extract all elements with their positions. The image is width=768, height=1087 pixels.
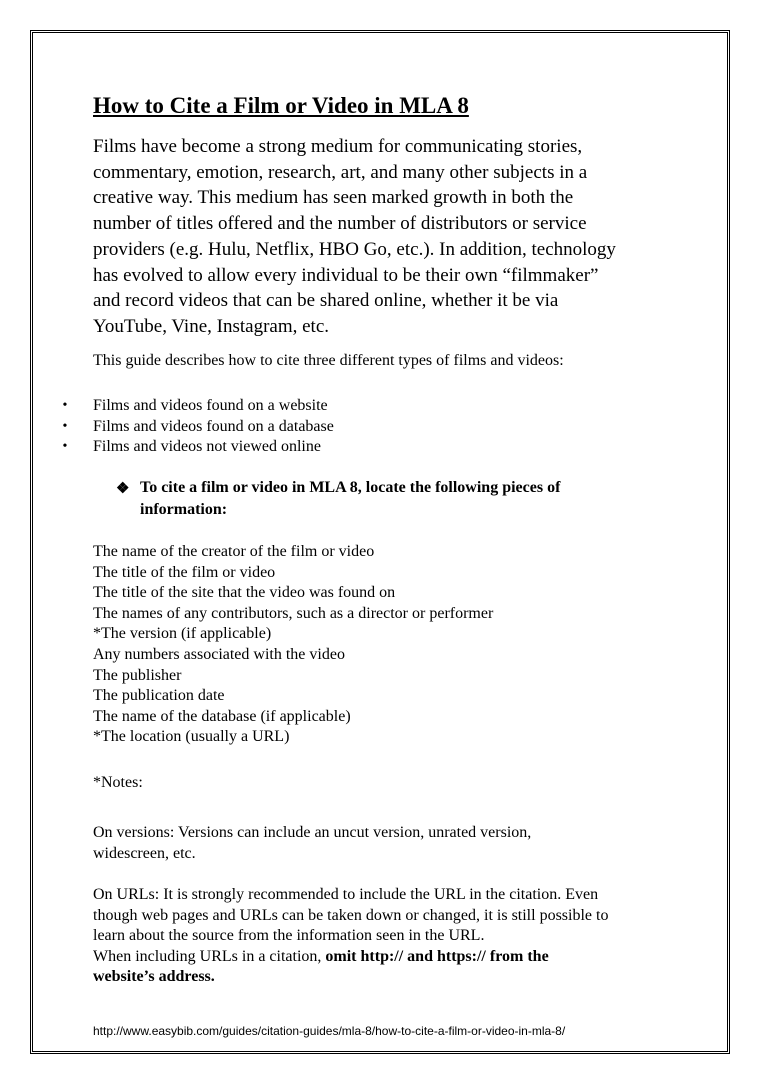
list-item: The title of the film or video <box>93 563 276 581</box>
page-title: How to Cite a Film or Video in MLA 8 <box>93 93 469 118</box>
list-item: *The version (if applicable) <box>93 625 272 643</box>
intro-line: and record videos that can be shared online, whether it be via <box>93 290 559 312</box>
intro-line: creative way. This medium has seen marked growth in both the <box>93 187 574 209</box>
bullet-icon: • <box>62 439 68 454</box>
list-item: The name of the database (if applicable) <box>93 707 351 725</box>
list-item: The publication date <box>93 687 225 705</box>
intro-line: has evolved to allow every individual to be their own “filmmaker” <box>93 264 599 286</box>
list-item: Any numbers associated with the video <box>93 645 345 663</box>
note-line <box>93 967 608 988</box>
list-item <box>58 417 334 438</box>
list-item-text: Films and videos found on a website <box>93 397 328 414</box>
note-line: widescreen, etc. <box>93 844 196 862</box>
bullet-icon: • <box>62 418 68 434</box>
callout-line: information: <box>140 501 228 518</box>
bullet-icon: • <box>62 398 68 413</box>
intro-line: YouTube, Vine, Instagram, etc. <box>93 315 330 337</box>
tip-bold: omit http:// and https:// from the <box>325 947 549 965</box>
note-line: learn about the source from the information seen in the URL. <box>93 927 485 945</box>
callout-line: To cite a film or video in MLA 8, locate the following pieces of <box>140 479 561 496</box>
intro-paragraph <box>93 134 663 340</box>
tip-bold: website’s address. <box>93 968 215 986</box>
list-item: The title of the site that the video was found on <box>93 584 396 602</box>
list-item: The name of the creator of the film or video <box>93 543 375 560</box>
guide-description: This guide describes how to cite three different types of films and videos: <box>93 352 564 369</box>
list-item: The names of any contributors, such as a director or performer <box>93 604 494 622</box>
list-item <box>58 396 334 417</box>
list-item <box>58 437 334 458</box>
list-item: The publisher <box>93 666 182 684</box>
diamond-bullet-icon: ❖ <box>116 481 130 497</box>
intro-line: Films have become a strong medium for communicating stories, <box>93 136 583 157</box>
list-item: *The location (usually a URL) <box>93 728 290 746</box>
tip-prefix: When including URLs in a citation, <box>93 947 326 965</box>
urls-note <box>93 885 608 988</box>
intro-line: commentary, emotion, research, art, and many other subjects in a <box>93 161 588 183</box>
note-line: On versions: Versions can include an uncut version, unrated version, <box>93 824 532 841</box>
versions-note <box>93 823 531 864</box>
note-line: though web pages and URLs can be taken down or changed, it is still possible to <box>93 906 609 924</box>
intro-line: providers (e.g. Hulu, Netflix, HBO Go, etc.). In addition, technology <box>93 238 616 260</box>
note-line <box>93 947 608 968</box>
list-item-text: Films and videos not viewed online <box>93 438 321 455</box>
notes-heading: *Notes: <box>93 774 143 791</box>
information-pieces-list <box>93 542 493 748</box>
callout-heading <box>116 477 560 521</box>
intro-line: number of titles offered and the number of distributors or service <box>93 213 587 235</box>
list-item-text: Films and videos found on a database <box>93 417 334 435</box>
source-url: http://www.easybib.com/guides/citation-guides/mla-8/how-to-cite-a-film-or-video-in-mla-8/ <box>93 1024 566 1038</box>
note-line: On URLs: It is strongly recommended to include the URL in the citation. Even <box>93 886 599 903</box>
film-types-list <box>58 396 334 458</box>
